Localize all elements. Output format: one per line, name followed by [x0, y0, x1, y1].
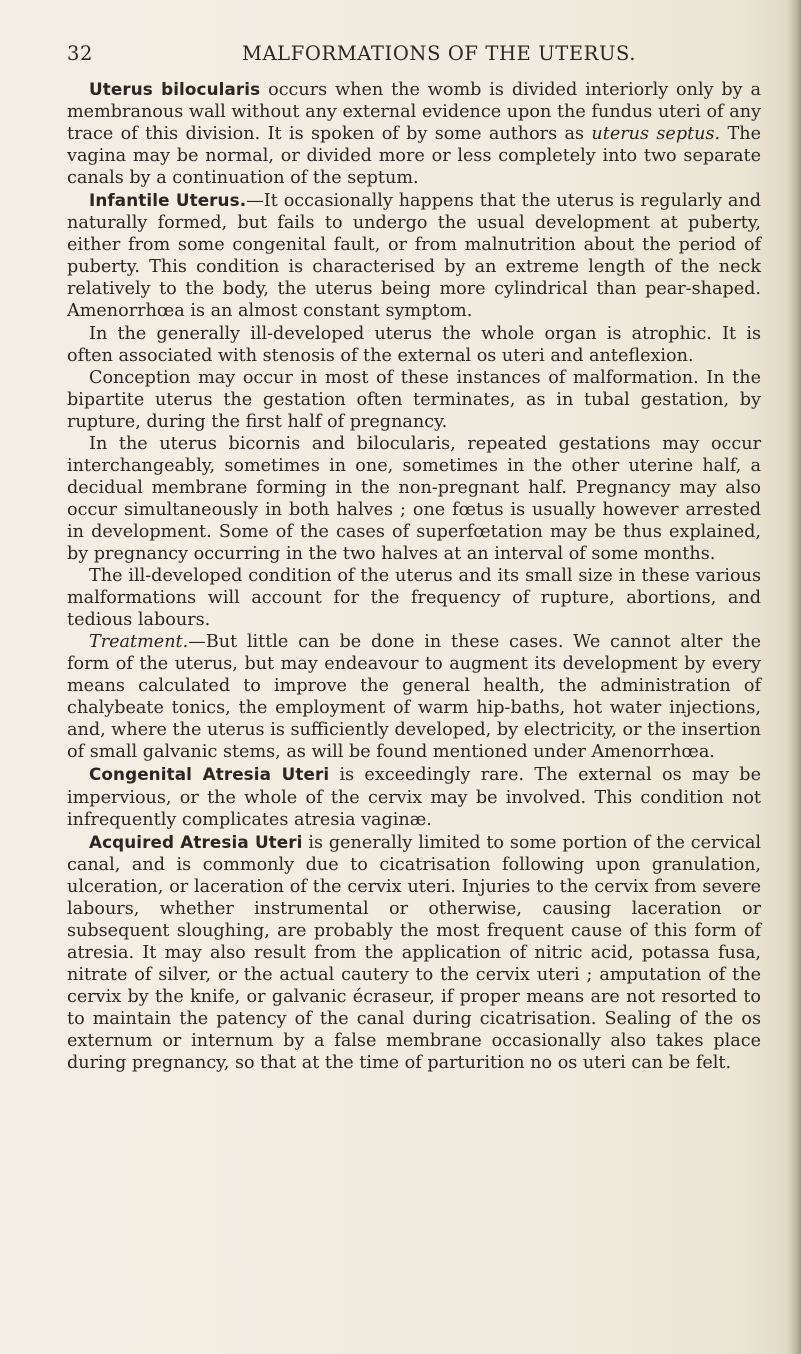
- paragraph-infantile-uterus: Infantile Uterus.—It occasionally happens that the uterus is regularly and naturally formed, but fails to undergo the usual development at puberty, either from some congenital fault, or from malnutrition about the period of puberty. This condition is characterised by an extreme length of the neck relatively to the body, the uterus being more cylindrical than pear-shaped. Amenorrhœa is an almost constant symptom.: [67, 190, 761, 322]
- heading-congenital-atresia: Congenital Atresia Uteri: [89, 764, 330, 785]
- paragraph-conception: Conception may occur in most of these instances of malformation. In the bipartite uterus the gestation often terminates, as in tubal gestation, by rupture, during the first half of pregnancy.: [67, 367, 761, 432]
- page-number: 32: [67, 42, 94, 65]
- paragraph-bicornis: In the uterus bicornis and bilocularis, repeated gestations may occur interchangeably, sometimes in one, sometimes in the other uterine half, a decidual membrane forming in the non-pregnant half. Pregnancy may also occur simultaneously in both halves ; one fœtus is usually however arrested in development. Some of the cases of superfœtation may be thus explained, by pregnancy occurring in the two halves at an interval of some months.: [67, 433, 761, 564]
- paragraph-small-size: The ill-developed condition of the uterus and its small size in these various malformations will account for the frequency of rupture, abortions, and tedious labours.: [67, 566, 761, 631]
- heading-acquired-atresia: Acquired Atresia Uteri: [89, 831, 303, 852]
- paragraph-treatment: Treatment.—But little can be done in these cases. We cannot alter the form of the uterus, but may endeavour to augment its development by every means calculated to improve the general health, the administration of chalybeate tonics, the employment of warm hip-baths, hot water injections, and, where the uterus is sufficiently developed, by electricity, or the insertion of small galvanic stems, as will be found mentioned under Amenorrhœa.: [67, 632, 761, 763]
- paragraph-uterus-bilocularis: Uterus bilocularis occurs when the womb is divided interiorly only by a membranous wall without any external evidence upon the fundus uteri of any trace of this division. It is spoken of by some authors as uterus septus. The vagina may be normal, or divided more or less completely into two separate canals by a continuation of the septum.: [67, 79, 761, 189]
- paragraph-ill-developed: In the generally ill-developed uterus the whole organ is atrophic. It is often associated with stenosis of the external os uteri and anteflexion.: [67, 323, 761, 366]
- heading-treatment: Treatment.: [89, 632, 189, 653]
- page-header: [67, 42, 761, 70]
- running-head: MALFORMATIONS OF THE UTERUS.: [241, 42, 637, 65]
- paragraph-congenital-atresia: Congenital Atresia Uteri is exceedingly rare. The external os may be impervious, or the whole of the cervix may be involved. This condition not infrequently complicates atresia vaginæ.: [67, 764, 761, 830]
- body-text: [67, 78, 761, 1074]
- paragraph-acquired-atresia: Acquired Atresia Uteri is generally limited to some portion of the cervical canal, and is commonly due to cicatrisation following upon granulation, ulceration, or laceration of the cervix uteri. Injuries to the cervix from severe labours, whether instrumental or otherwise, causing laceration or subsequent sloughing, are probably the most frequent cause of this form of atresia. It may also result from the application of nitric acid, potassa fusa, nitrate of silver, or the actual cautery to the cervix uteri ; amputation of the cervix by the knife, or galvanic écraseur, if proper means are not resorted to to maintain the patency of the canal during cicatrisation. Sealing of the os externum or internum by a false membrane occasionally also takes place during pregnancy, so that at the time of parturition no os uteri can be felt.: [67, 831, 761, 1074]
- heading-infantile-uterus: Infantile Uterus.: [89, 190, 247, 211]
- heading-uterus-bilocularis: Uterus bilocularis: [89, 79, 261, 99]
- page-edge-shadow: [787, 0, 801, 1354]
